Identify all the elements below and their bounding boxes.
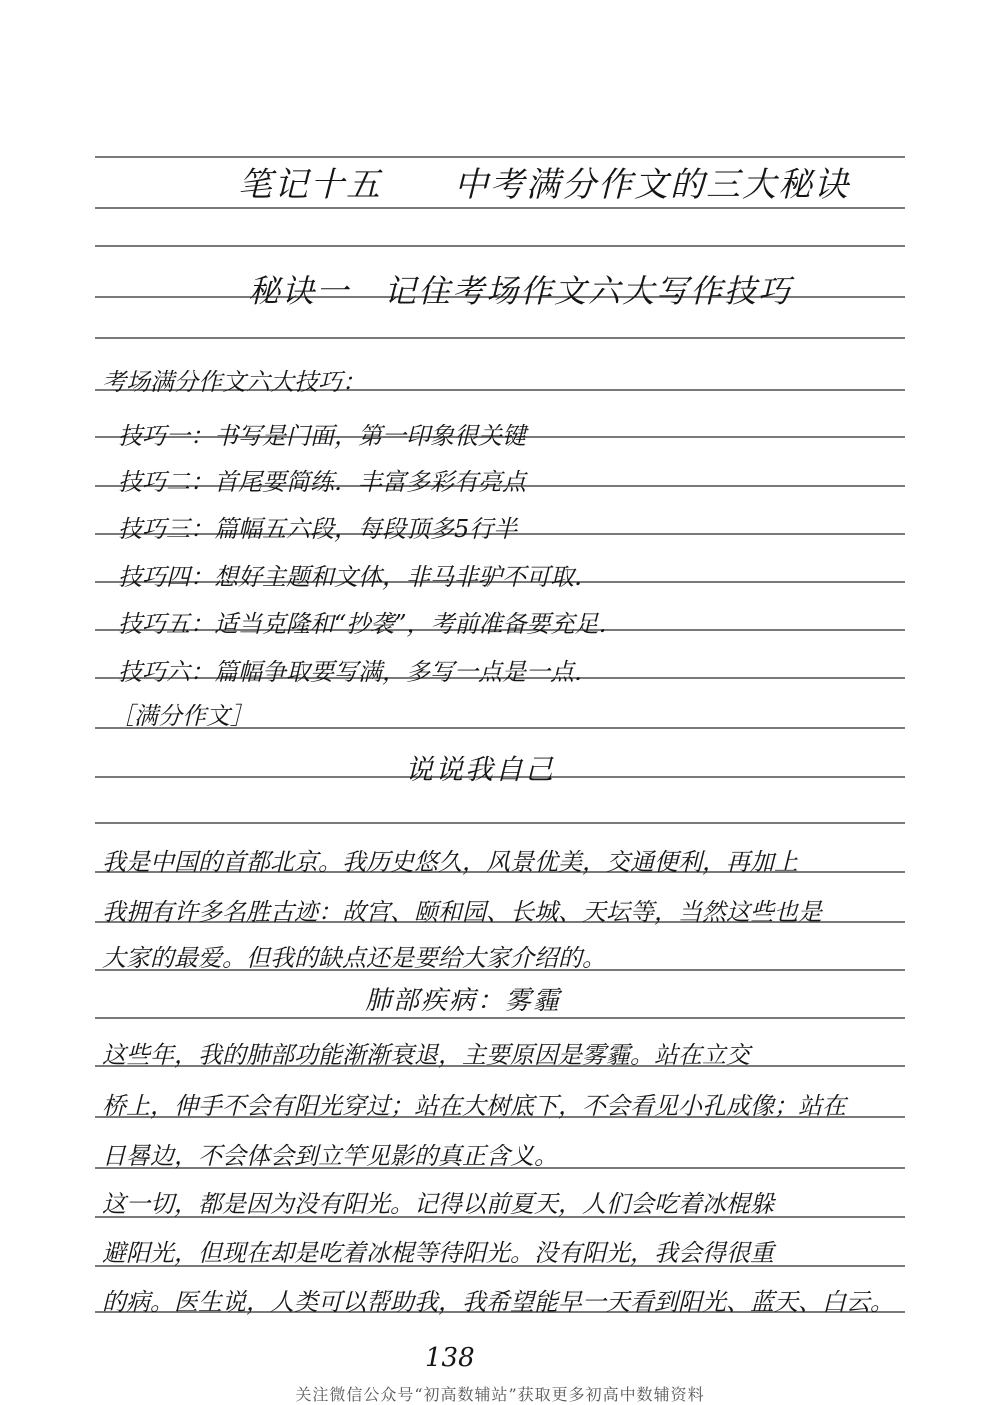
paragraph-3-line-2: 避阳光，但现在却是吃着冰棍等待阳光。没有阳光，我会得很重 xyxy=(102,1239,774,1267)
paragraph-1-line-1: 我是中国的首都北京。我历史悠久，风景优美，交通便利，再加上 xyxy=(102,848,798,876)
paragraph-1-line-3: 大家的最爱。但我的缺点还是要给大家介绍的。 xyxy=(102,944,606,972)
paragraph-3-line-1: 这一切，都是因为没有阳光。记得以前夏天，人们会吃着冰棍躲 xyxy=(102,1190,774,1218)
note-subtitle: 秘诀一 记住考场作文六大写作技巧 xyxy=(248,272,793,310)
tip-6: 技巧六：篇幅争取要写满，多写一点是一点． xyxy=(118,658,598,686)
tip-2: 技巧二：首尾要简练．丰富多彩有亮点 xyxy=(118,468,526,496)
page-number: 138 xyxy=(425,1343,475,1373)
section-heading: 肺部疾病：雾霾 xyxy=(365,986,562,1016)
tip-1: 技巧一：书写是门面，第一印象很关键 xyxy=(118,422,526,450)
sample-essay-label: ［满分作文］ xyxy=(110,702,254,730)
essay-title: 说说我自己 xyxy=(405,753,556,786)
tip-3: 技巧三：篇幅五六段，每段顶多5行半 xyxy=(118,515,518,543)
intro-heading: 考场满分作文六大技巧： xyxy=(102,368,366,396)
footer-note: 关注微信公众号“初高数辅站”获取更多初高中数辅资料 xyxy=(295,1385,705,1404)
tip-4: 技巧四：想好主题和文体，非马非驴不可取． xyxy=(118,563,598,591)
tip-5: 技巧五：适当克隆和“抄袭”，考前准备要充足． xyxy=(118,610,623,638)
note-title: 笔记十五 中考满分作文的三大秘诀 xyxy=(238,165,850,205)
paragraph-2-line-1: 这些年，我的肺部功能渐渐衰退，主要原因是雾霾。站在立交 xyxy=(102,1041,750,1069)
paragraph-3-line-3: 的病。医生说，人类可以帮助我，我希望能早一天看到阳光、蓝天、白云。 xyxy=(102,1288,894,1316)
paragraph-2-line-2: 桥上，伸手不会有阳光穿过；站在大树底下，不会看见小孔成像；站在 xyxy=(102,1092,846,1120)
paragraph-2-line-3: 日晷边，不会体会到立竿见影的真正含义。 xyxy=(102,1142,558,1170)
paragraph-1-line-2: 我拥有许多名胜古迹：故宫、颐和园、长城、天坛等，当然这些也是 xyxy=(102,898,822,926)
